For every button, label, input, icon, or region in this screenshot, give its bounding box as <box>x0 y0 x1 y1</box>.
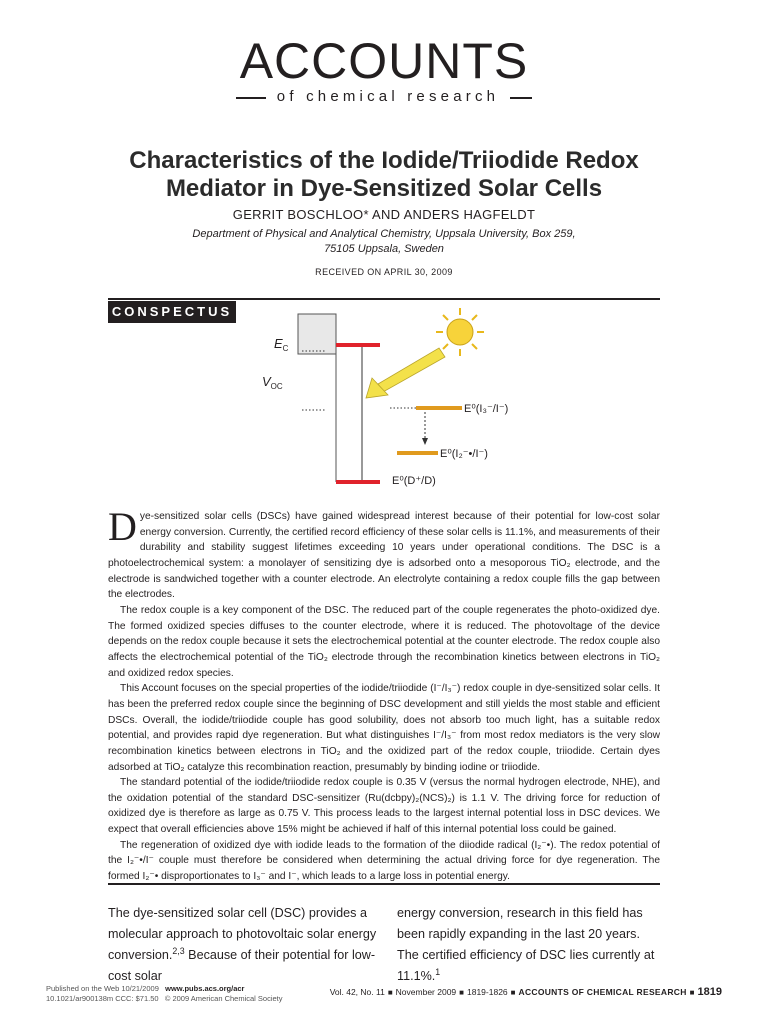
footer-bullet-4: ■ <box>689 988 695 997</box>
abstract-paragraph-4: The standard potential of the iodide/triiodide redox couple is 0.35 V (versus the normal hydrogen electrode, NHE), and the oxidation potential of the standard DSC-sensitizer (Ru(dcbpy)₂(NCS)₂) is 1.1 V. The driving force for reduction of oxidized dye is therefore as large as 0.75 V. This process leads to the largest internal potential loss in DSC devices. We expect that overall efficiencies above 15% might be achieved if half of this internal potential loss could be gained. <box>108 777 660 836</box>
citation-2-3[interactable]: 2,3 <box>172 945 185 956</box>
page-number: 1819 <box>697 986 722 998</box>
received-date: RECEIVED ON APRIL 30, 2009 <box>315 267 453 277</box>
issue-date: November 2009 <box>395 987 457 997</box>
citation-1[interactable]: 1 <box>435 966 441 977</box>
body-column-left <box>108 903 378 987</box>
footer-citation <box>330 986 722 999</box>
abstract-paragraph-2: The redox couple is a key component of the DSC. The reduced part of the couple regenerates the photo-oxidized dye. The formed oxidized species diffuses to the counter electrode, where it is reduced. The photovoltage of the device depends on the redox couple because it sets the electrochemical potential at the counter electrode. The redox couple also affects the electrochemical potential of the TiO₂ electrode through the recombination kinetics between electrons in TiO₂ and oxidized redox species. <box>108 604 660 679</box>
journal-url-link[interactable]: www.pubs.acs.org/acr <box>165 984 245 993</box>
article-title-line-2: Mediator in Dye-Sensitized Solar Cells <box>165 175 603 202</box>
affiliation-line-2: 75105 Uppsala, Sweden <box>324 243 444 255</box>
abstract-paragraph-5: The regeneration of oxidized dye with iodide leads to the formation of the diiodide radical (I₂⁻•). The redox potential of the I₂⁻•/I⁻ couple must therefore be considered when determining the actual driving force for dye regeneration. The formed I₂⁻• disproportionates to I₃⁻ and I⁻, which leads to a large loss in potential energy. <box>108 839 660 883</box>
section-rule <box>108 883 660 885</box>
conspectus-label: CONSPECTUS <box>108 301 236 323</box>
voc-label: $V_{OC}$ <box>262 374 283 391</box>
diagram-axes <box>298 314 362 482</box>
journal-masthead <box>236 33 532 106</box>
footer-journal-name: ACCOUNTS OF CHEMICAL RESEARCH <box>518 987 687 997</box>
published-date: Published on the Web 10/21/2009 <box>46 984 159 993</box>
sun-icon <box>436 308 484 356</box>
drop-cap: D <box>108 504 137 549</box>
article-authors: GERRIT BOSCHLOO* AND ANDERS HAGFELDT <box>232 207 536 222</box>
masthead-rule-right <box>510 97 532 99</box>
journal-subtitle: of chemical research <box>276 88 500 105</box>
level-dye-label: E⁰(D⁺/D) <box>392 475 436 487</box>
affiliation-line-1: Department of Physical and Analytical Chemistry, Uppsala University, Box 259, <box>192 228 576 240</box>
copyright-text: © 2009 American Chemical Society <box>164 994 283 1003</box>
footer-bullet-2: ■ <box>459 988 464 997</box>
abstract-paragraph-3: This Account focuses on the special properties of the iodide/triiodide (I⁻/I₃⁻) redox couple in dye-sensitized solar cells. It has been the preferred redox couple since the beginning of DSC development and still yields the most stable and efficient DSCs. Overall, the iodide/triiodide couple has good solubility, does not absorb too much light, has a suitable redox potential, and provides rapid dye regeneration. But what distinguishes I⁻/I₃⁻ from most redox mediators is the very slow recombination kinetics between electrons in TiO₂ and the oxidized part of the redox couple, triiodide. Certain dyes adsorbed at TiO₂ catalyze this recombination reaction, presumably by binding iodine or triiodide. <box>108 683 660 773</box>
conduction-band-box <box>298 314 336 354</box>
footer-bullet-3: ■ <box>510 988 516 997</box>
doi-text: 10.1021/ar900138m CCC: $71.50 <box>46 994 159 1003</box>
light-arrow-icon <box>366 348 445 398</box>
article-title <box>80 147 688 203</box>
journal-title: ACCOUNTS <box>239 33 529 89</box>
dashed-arrow-head <box>422 438 428 445</box>
body-left-text-a: The dye-sensitized solar cell (DSC) provides a molecular approach to photovoltaic solar energy conversion. <box>108 906 377 962</box>
abstract-paragraph-1-text: ye-sensitized solar cells (DSCs) have gained widespread interest because of their potential for low-cost solar energy conversion. Currently, the certified record efficiency of these solar cells is 11.1%, and measurements of their durability and stability suggest lifetimes exceeding 10 years under operational conditions. The DSC is a photoelectrochemical system: a monolayer of sensitizing dye is adsorbed onto a mesoporous TiO₂ electrode, and the electrode is sandwiched together with a counter electrode. An electrolyte containing a redox couple fills the gap between the electrodes. <box>108 511 660 601</box>
body-right-text: energy conversion, research in this field has been rapidly expanding in the last 20 years. The certified efficiency of DSC lies currently at 11.1%. <box>397 906 655 983</box>
level-i3-label: E⁰(I₃⁻/I⁻) <box>464 403 509 415</box>
article-affiliation <box>80 227 688 257</box>
body-column-right <box>397 903 662 987</box>
ec-label: $E_C$ <box>274 336 289 353</box>
article-title-line-1: Characteristics of the Iodide/Triiodide Redox <box>129 147 639 174</box>
body-left-text-b: Because of their potential for low-cost solar <box>108 948 376 983</box>
page-range: 1819-1826 <box>467 987 508 997</box>
footer-bullet-1: ■ <box>387 988 393 997</box>
energy-level-diagram <box>240 300 540 500</box>
abstract-paragraph-1 <box>108 504 660 603</box>
volume-issue: Vol. 42, No. 11 <box>329 987 385 997</box>
footer-publication-info <box>46 984 283 1004</box>
masthead-rule-left <box>236 97 266 99</box>
conspectus-text <box>108 504 660 885</box>
journal-subtitle-row <box>236 88 532 106</box>
level-i2-label: E⁰(I₂⁻•/I⁻) <box>440 448 488 460</box>
